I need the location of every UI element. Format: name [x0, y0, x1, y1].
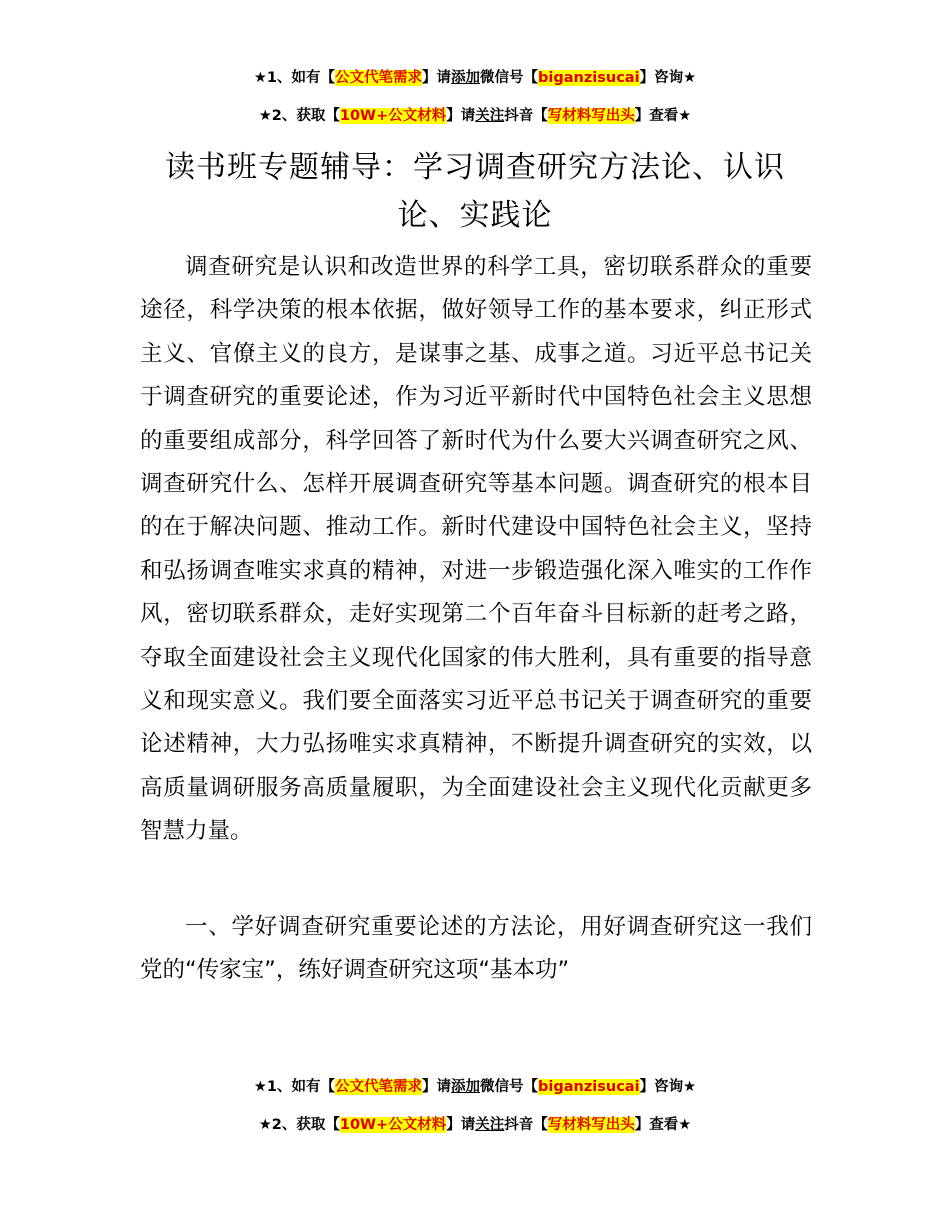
promo-text: 】请	[446, 108, 476, 124]
body-paragraph-intro: 调查研究是认识和改造世界的科学工具，密切联系群众的重要途径，科学决策的根本依据，做好领导工作的基本要求，纠正形式主义、官僚主义的良方，是谋事之基、成事之道。习近平总书记关于调查研究的重要论述，作为习近平新时代中国特色社会主义思想的重要组成部分，科学回答了新时代为什么要大兴调查研究之风、调查研究什么、怎样开展调查研究等基本问题。调查研究的根本目的在于解决问题、推动工作。新时代建设中国特色社会主义，坚持和弘扬调查唯实求真的精神，对进一步锻造强化深入唯实的工作作风，密切联系群众，走好实现第二个百年奋斗目标新的赶考之路，夺取全面建设社会主义现代化国家的伟大胜利，具有重要的指导意义和现实意义。我们要全面落实习近平总书记关于调查研究的重要论述精神，大力弘扬唯实求真精神，不断提升调查研究的实效，以高质量调研服务高质量履职，为全面建设社会主义现代化贡献更多智慧力量。	[140, 254, 812, 845]
promo-text: 】请	[446, 1117, 476, 1133]
promo-text: 】查看★	[634, 1117, 692, 1133]
promo-douyin-id: 写材料写出头	[547, 1117, 635, 1133]
promo-highlight: 10W+公文材料	[339, 108, 447, 124]
promo-text: 微信号【	[480, 1079, 539, 1095]
promo-wechat-id: biganzisucai	[538, 70, 640, 86]
promo-text: 抖音【	[504, 1117, 548, 1133]
promo-text: 】请	[422, 70, 452, 86]
header-promo-line-2	[0, 106, 950, 126]
body-paragraph-section-1-heading: 一、学好调查研究重要论述的方法论，用好调查研究这一我们党的“传家宝”，练好调查研究这项“基本功”	[140, 914, 812, 984]
document-title: 读书班专题辅导：学习调查研究方法论、认识论、实践论	[165, 150, 785, 233]
promo-underlined: 关注	[475, 108, 505, 124]
promo-underlined: 添加	[451, 70, 481, 86]
promo-text: 微信号【	[480, 70, 539, 86]
footer-promo-line-2	[0, 1115, 950, 1135]
promo-wechat-id: biganzisucai	[538, 1079, 640, 1095]
promo-text: ★1、如有【	[253, 70, 336, 86]
promo-text: ★1、如有【	[253, 1079, 336, 1095]
promo-underlined: 关注	[475, 1117, 505, 1133]
promo-text: 】查看★	[634, 108, 692, 124]
promo-text: ★2、获取【	[258, 1117, 340, 1133]
promo-text: ★2、获取【	[258, 108, 340, 124]
promo-highlight: 10W+公文材料	[339, 1117, 447, 1133]
footer-promo-line-1	[0, 1077, 950, 1097]
promo-highlight: 公文代笔需求	[335, 1079, 423, 1095]
promo-text: 】咨询★	[639, 1079, 697, 1095]
promo-text: 】请	[422, 1079, 452, 1095]
promo-underlined: 添加	[451, 1079, 481, 1095]
promo-text: 抖音【	[504, 108, 548, 124]
promo-douyin-id: 写材料写出头	[547, 108, 635, 124]
promo-highlight: 公文代笔需求	[335, 70, 423, 86]
header-promo-line-1	[0, 68, 950, 88]
promo-text: 】咨询★	[639, 70, 697, 86]
